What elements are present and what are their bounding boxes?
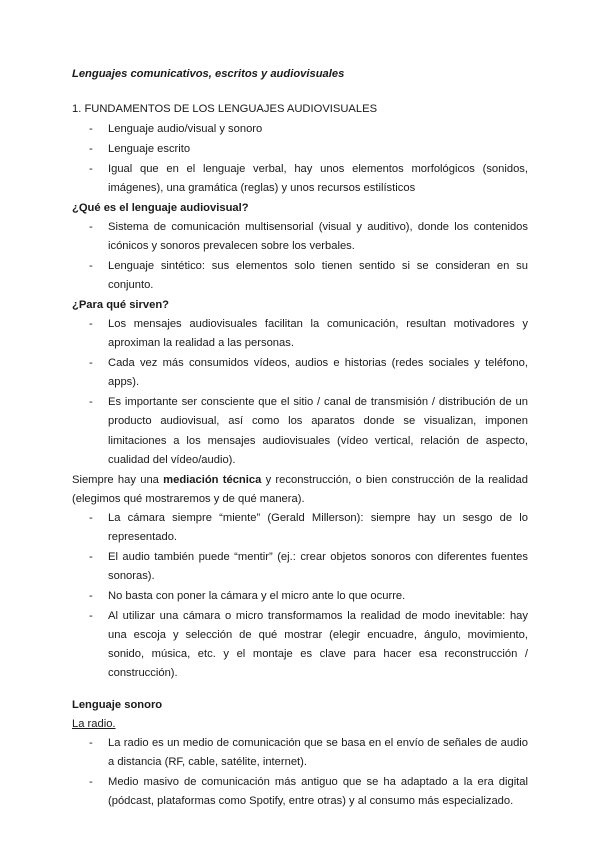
radio-subheading: La radio. xyxy=(72,717,116,730)
document-title: Lenguajes comunicativos, escritos y audiovisuales xyxy=(72,68,345,80)
list-item-text: Lenguaje audio/visual y sonoro xyxy=(108,123,263,136)
dash-bullet: - xyxy=(89,143,93,155)
list-item xyxy=(72,120,528,139)
question-heading-what: ¿Qué es el lenguaje audiovisual? xyxy=(72,201,249,214)
list-item xyxy=(72,315,528,353)
question1-list xyxy=(72,218,528,295)
document-body xyxy=(72,100,528,812)
dash-bullet: - xyxy=(89,260,93,272)
list-item-text: Lenguaje escrito xyxy=(108,143,191,155)
question2-list xyxy=(72,315,528,470)
dash-bullet: - xyxy=(89,318,93,331)
list-item xyxy=(72,607,528,684)
dash-bullet: - xyxy=(89,551,93,564)
list-item xyxy=(72,773,528,811)
list-item-text: Medio masivo de comunicación más antiguo que se ha adaptado a la era digital (pódcast, plataformas como Spotify, entre otras) y al consumo más especializado. xyxy=(108,776,528,808)
dash-bullet: - xyxy=(89,396,93,409)
mediation-paragraph xyxy=(72,471,528,509)
list-item-text: No basta con poner la cámara y el micro ante lo que ocurre. xyxy=(108,590,406,603)
list-item xyxy=(72,509,528,547)
list-item xyxy=(72,140,528,159)
list-item-text: Cada vez más consumidos vídeos, audios e historias (redes sociales y teléfono, apps). xyxy=(108,357,528,389)
mediation-suffix: y reconstrucción, o bien construcción de la realidad (elegimos qué mostraremos y de qué manera). xyxy=(72,473,528,505)
dash-bullet: - xyxy=(89,162,93,175)
list-item-text: Lenguaje sintético: sus elementos solo tienen sentido si se consideran en su conjunto. xyxy=(108,260,528,292)
list-item-text: Al utilizar una cámara o micro transformamos la realidad de modo inevitable: hay una escoja y selección de qué mostrar (elegir encuadre, ángulo, movimiento, sonido, música, etc. y el montaje es clave para hacer esa reconstrucción / construcción). xyxy=(108,609,528,680)
dash-bullet: - xyxy=(89,123,93,136)
dash-bullet: - xyxy=(89,776,93,789)
list-item xyxy=(72,734,528,772)
list-item xyxy=(72,354,528,392)
list-item-text: Los mensajes audiovisuales facilitan la comunicación, resultan motivadores y aproximan la realidad a las personas. xyxy=(108,318,528,350)
list-item xyxy=(72,587,528,606)
section-heading: 1. FUNDAMENTOS DE LOS LENGUAJES AUDIOVISUALES xyxy=(72,103,378,115)
list-item-text: El audio también puede “mentir” (ej.: crear objetos sonoros con diferentes fuentes sonoras). xyxy=(108,551,528,583)
list-item-text: Igual que en el lenguaje verbal, hay unos elementos morfológicos (sonidos, imágenes), una gramática (reglas) y unos recursos estilísticos xyxy=(108,162,528,194)
mediation-prefix: Siempre hay una xyxy=(72,473,164,486)
list-item-text: La cámara siempre “miente” (Gerald Millerson): siempre hay un sesgo de lo representado. xyxy=(108,512,528,544)
list-item xyxy=(72,393,528,470)
section1-list xyxy=(72,120,528,198)
sound-list xyxy=(72,734,528,811)
dash-bullet: - xyxy=(89,609,93,622)
mediation-list xyxy=(72,509,528,684)
list-item xyxy=(72,257,528,295)
question-heading-purpose: ¿Para qué sirven? xyxy=(72,299,169,311)
dash-bullet: - xyxy=(89,357,93,370)
dash-bullet: - xyxy=(89,737,93,750)
list-item xyxy=(72,218,528,256)
mediation-bold: mediación técnica xyxy=(163,473,262,486)
dash-bullet: - xyxy=(89,590,93,603)
sound-heading: Lenguaje sonoro xyxy=(72,698,163,711)
list-item xyxy=(72,160,528,198)
dash-bullet: - xyxy=(89,221,93,233)
dash-bullet: - xyxy=(89,512,93,525)
list-item-text: La radio es un medio de comunicación que se basa en el envío de señales de audio a distancia (RF, cable, satélite, internet). xyxy=(108,737,528,769)
list-item-text: Sistema de comunicación multisensorial (visual y auditivo), donde los contenidos icónicos y sonoros prevalecen sobre los verbales. xyxy=(108,221,528,253)
list-item xyxy=(72,548,528,586)
list-item-text: Es importante ser consciente que el sitio / canal de transmisión / distribución de un producto audiovisual, así como los aparatos donde se visualizan, imponen limitaciones a los mensajes audiovisuales (vídeo vertical, relación de aspecto, cualidad del vídeo/audio). xyxy=(108,396,528,466)
